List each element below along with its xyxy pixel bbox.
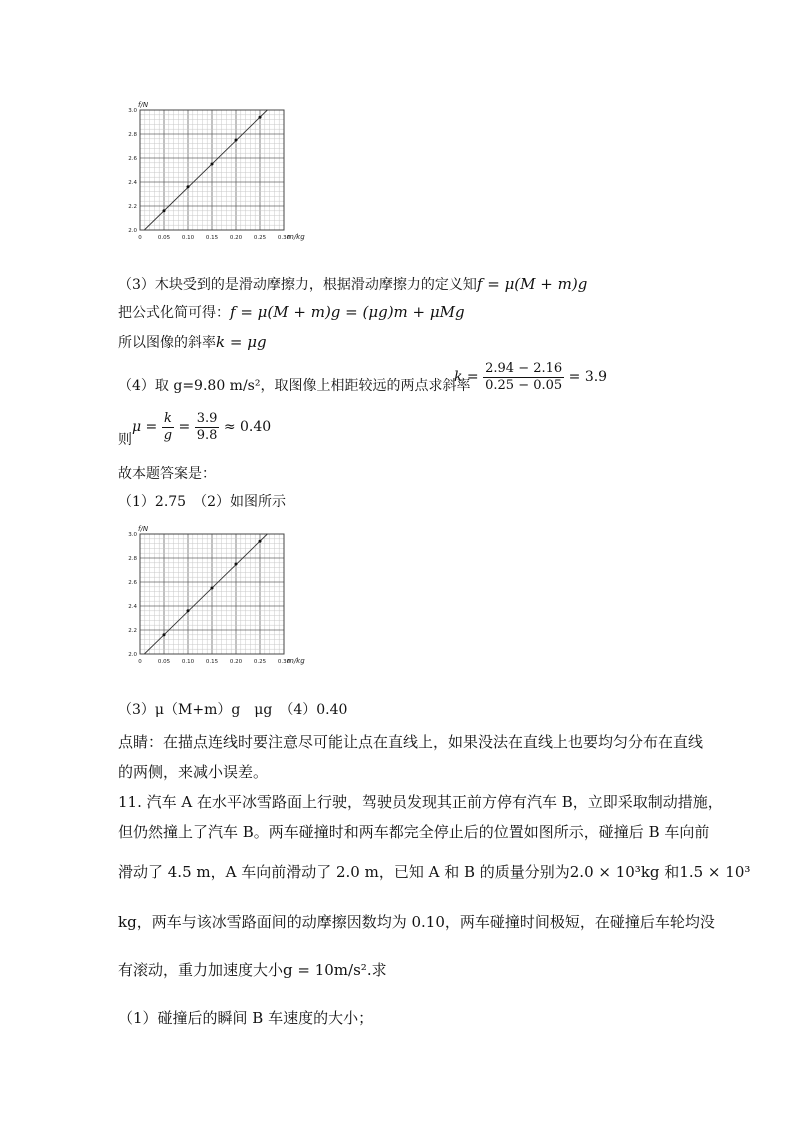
y-tick-label: 2.8 [128,556,137,562]
slope-text: 所以图像的斜率 [118,335,216,351]
mu-calc-den-2: 9.8 [196,427,218,443]
x-tick-label: 0.30 [277,659,291,665]
data-point [259,116,262,119]
x-axis-label: m/kg [287,657,305,665]
x-tick-label: 0.25 [253,659,267,665]
slope-calc-numerator: 2.94 − 2.16 [485,360,563,376]
step3-line [118,274,587,295]
y-tick-label: 3.0 [128,532,137,538]
friction-mass-chart-1 [118,98,318,250]
x-tick-label: 0 [138,659,142,665]
data-point [187,609,190,612]
data-point [211,587,214,590]
question11-line-5-end: .求 [366,961,387,979]
mu-calc-den-1: g [163,427,173,443]
mu-calc-num-1: k [162,411,174,428]
y-tick-label: 3.0 [128,108,137,114]
y-tick-label: 2.8 [128,132,137,138]
then-word: 则 [118,432,132,448]
mass-and: 和 [659,863,680,881]
slope-formula: k = μg [216,333,267,351]
x-tick-label: 0.30 [277,235,291,241]
simplify-formula: f = μ(M + m)g = (μg)m + μMg [230,303,465,321]
x-tick-label: 0.05 [157,235,171,241]
step3-text: （3）木块受到的是滑动摩擦力，根据滑动摩擦力的定义知 [118,277,477,293]
x-tick-label: 0 [138,235,142,241]
slope-line [118,332,267,353]
fit-line [144,534,267,654]
question11-line-3 [118,862,750,882]
note-line-1: 点睛：在描点连线时要注意尽可能让点在直线上，如果没法在直线上也要均匀分布在直线 [118,733,704,751]
mu-calc-equals: = [178,419,191,435]
mu-calc [132,410,271,444]
fit-line [144,110,267,230]
mass-a: 2.0 × 10³kg [569,863,660,881]
y-tick-label: 2.4 [128,604,137,610]
mu-calc-mu: μ = [132,419,158,435]
slope-calc [454,360,607,394]
data-point [235,139,238,142]
question11-line-4: kg，两车与该冰雪路面间的动摩擦因数均为 0.10，两车碰撞时间极短，在碰撞后车轮均没 [118,913,715,931]
friction-mass-chart-2 [118,522,318,674]
x-tick-label: 0.25 [253,235,267,241]
data-point [163,209,166,212]
question11-line-2: 但仍然撞上了汽车 B。两车碰撞时和两车都完全停止后的位置如图所示，碰撞后 B 车向前 [118,823,710,841]
y-tick-label: 2.6 [128,580,137,586]
data-point [235,563,238,566]
mu-calc-num-2: 3.9 [196,410,218,426]
mu-calc-result: ≈ 0.40 [223,419,272,435]
y-tick-label: 2.4 [128,180,137,186]
mu-calc-fraction-1 [162,411,174,444]
question11-line-5 [118,960,387,980]
data-point [259,540,262,543]
slope-calc-k: k = [454,369,479,385]
answer-line-1: （1）2.75 （2）如图所示 [118,494,286,510]
x-axis-label: m/kg [287,233,305,241]
slope-calc-denominator: 0.25 − 0.05 [485,377,563,393]
data-point [163,633,166,636]
question11-line-5-text: 有滚动，重力加速度大小 [118,961,284,979]
mass-b: 1.5 × 10³ [679,863,751,881]
simplify-text: 把公式化简可得： [118,305,230,321]
slope-calc-result: = 3.9 [568,369,608,385]
mu-calc-fraction-2 [195,411,220,444]
x-tick-label: 0.15 [205,659,219,665]
x-tick-label: 0.15 [205,235,219,241]
note-line-2: 的两侧，来减小误差。 [118,763,269,781]
y-tick-label: 2.0 [128,652,137,658]
step3-formula: f = μ(M + m)g [476,275,588,293]
answer-line-3: （3）μ（M+m）g μg （4）0.40 [118,702,348,718]
slope-calc-fraction [483,361,564,394]
y-tick-label: 2.2 [128,204,137,210]
y-axis-label: f/N [138,101,149,109]
data-point [187,185,190,188]
gravity-value: g = 10m/s² [283,961,367,979]
y-tick-label: 2.6 [128,156,137,162]
question11-line-1: 11. 汽车 A 在水平冰雪路面上行驶，驾驶员发现其正前方停有汽车 B，立即采取制动措施， [118,793,723,811]
y-tick-label: 2.2 [128,628,137,634]
question11-sub-1: （1）碰撞后的瞬间 B 车速度的大小； [118,1009,374,1027]
step4-text: （4）取 g=9.80 m/s²，取图像上相距较远的两点求斜率 [118,378,471,394]
x-tick-label: 0.10 [181,235,195,241]
data-point [211,163,214,166]
x-tick-label: 0.20 [229,659,243,665]
x-tick-label: 0.20 [229,235,243,241]
x-tick-label: 0.05 [157,659,171,665]
simplify-line [118,302,465,323]
answers-intro: 故本题答案是： [118,466,216,482]
question11-line-3-text: 滑动了 4.5 m，A 车向前滑动了 2.0 m，已知 A 和 B 的质量分别为 [118,863,570,881]
y-axis-label: f/N [138,525,149,533]
y-tick-label: 2.0 [128,228,137,234]
x-tick-label: 0.10 [181,659,195,665]
